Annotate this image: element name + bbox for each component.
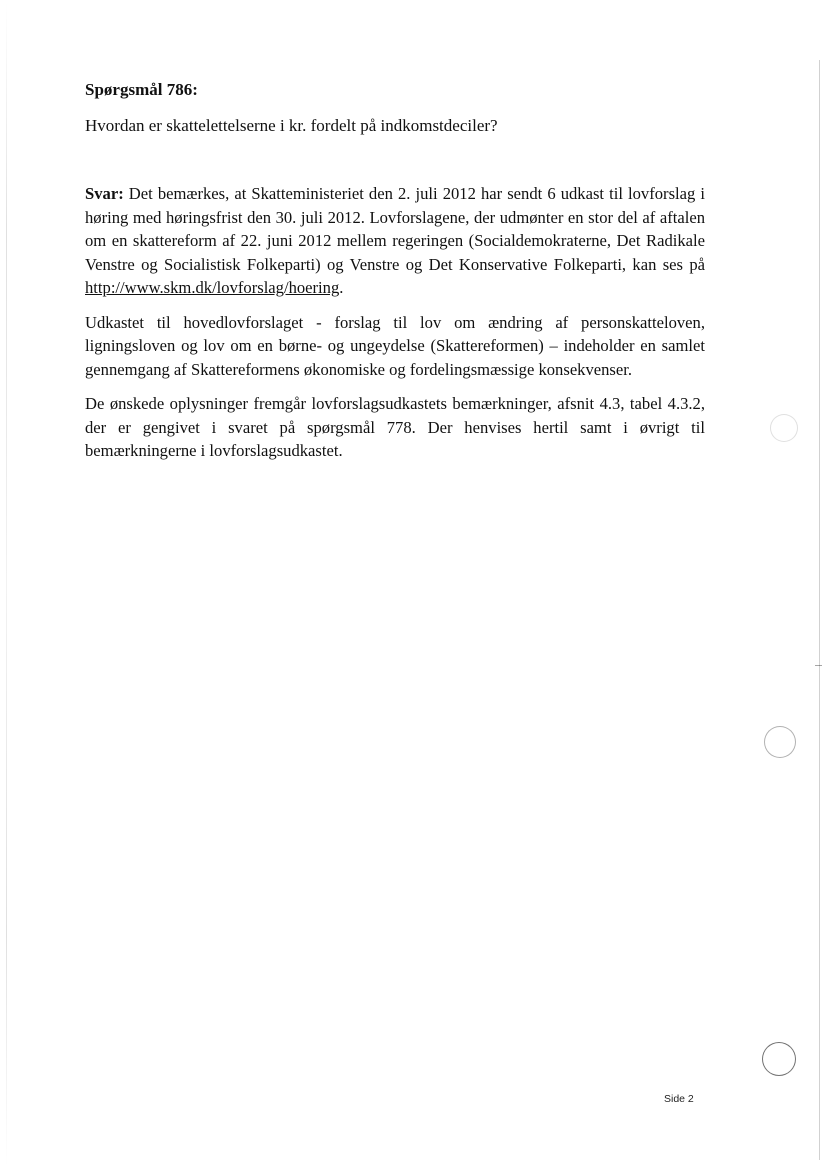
question-text: Hvordan er skattelettelserne i kr. fordelt på indkomstdeciler? <box>85 116 498 135</box>
punch-hole-bottom <box>762 1042 796 1076</box>
answer-paragraph-2: Udkastet til hovedlovforslaget - forslag til lov om ændring af personskatteloven, ligningsloven og lov om en børne- og ungeydelse (Skattereformen) – indeholder en samlet gennemgang af Skattereformens økonomiske og fordelingsmæssige konsekvenser. <box>85 312 705 379</box>
answer-paragraph-1-text: Det bemærkes, at Skatteministeriet den 2. juli 2012 har sendt 6 udkast til lovforslag i høring med høringsfrist den 30. juli 2012. Lovforslagene, der udmønter en stor del af aftalen om en skattereform af 22. juni 2012 mellem regeringen (Socialdemokraterne, Det Radikale Venstre og Socialistisk Folkeparti) og Venstre og Det Konservative Folkeparti, kan ses på <box>85 184 705 274</box>
document-body <box>85 78 705 474</box>
punch-hole-top <box>770 414 798 442</box>
answer-paragraph-1 <box>85 182 705 300</box>
question-heading: Spørgsmål 786: <box>85 80 198 99</box>
answer-label: Svar: <box>85 184 124 203</box>
answer-block <box>85 182 705 463</box>
answer-paragraph-1-end: . <box>339 278 344 297</box>
scan-edge-tick <box>815 665 822 666</box>
answer-paragraph-3: De ønskede oplysninger fremgår lovforslagsudkastets bemærkninger, afsnit 4.3, tabel 4.3.2, der er gengivet i svaret på spørgsmål 778. Der henvises hertil samt i øvrigt til bemærkningerne i lovforslagsudkastet. <box>85 394 705 460</box>
scan-edge-left <box>6 0 7 1168</box>
page-number: Side 2 <box>664 1093 694 1105</box>
scan-edge-right <box>819 60 820 1160</box>
punch-hole-middle <box>764 726 796 758</box>
hoering-link[interactable]: http://www.skm.dk/lovforslag/hoering <box>85 278 340 297</box>
